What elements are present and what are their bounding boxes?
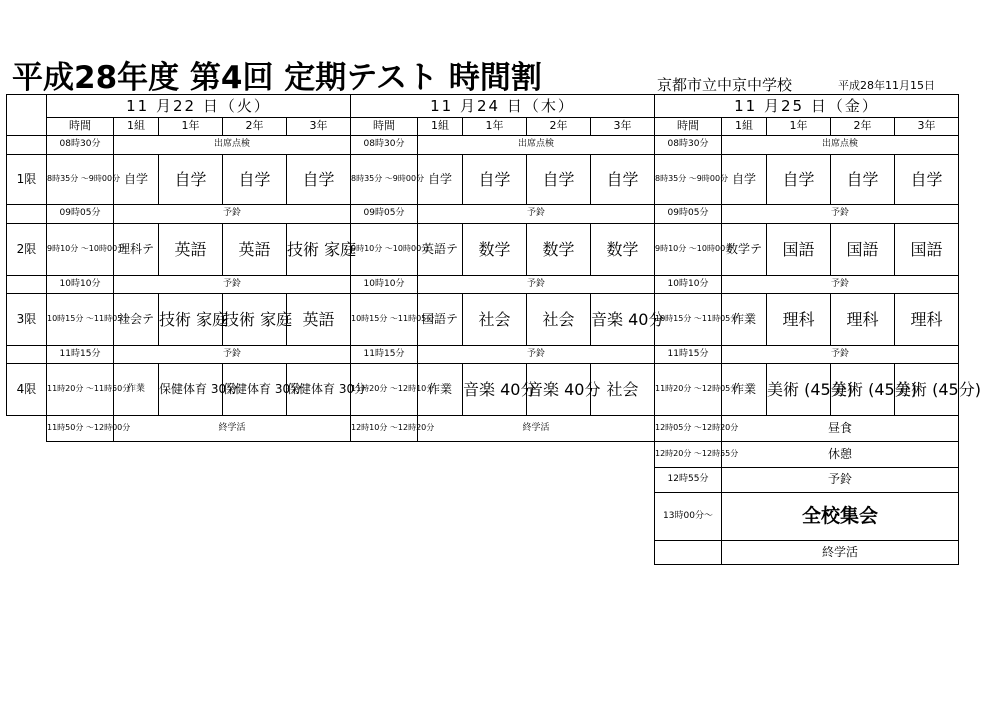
period-blank [7,205,47,224]
subject-cell: 国語 [767,224,831,276]
subject-cell: 英語 [159,224,223,276]
assembly-cell: 全校集会 [722,493,959,541]
col-year1: 1年 [159,118,223,136]
subject-cell: 自学 [722,155,767,205]
time-cell: 12時55分 [655,468,722,493]
subject-cell: 作業 [114,364,159,416]
time-cell: 9時10分 ～10時00分 [47,224,114,276]
lunch-cell: 昼食 [722,416,959,442]
time-cell: 08時30分 [47,136,114,155]
col-year3: 3年 [591,118,655,136]
time-cell: 10時15分 ～11時05分 [47,294,114,346]
col-kumi: 1組 [418,118,463,136]
col-year1: 1年 [463,118,527,136]
subject-cell: 保健体育 30分 [287,364,351,416]
col-year1: 1年 [767,118,831,136]
period-blank [7,136,47,155]
subject-cell: 音楽 40分 [527,364,591,416]
roll-call-cell: 出席点検 [722,136,959,155]
time-cell-blank [655,541,722,565]
break-cell: 休憩 [722,442,959,468]
subject-cell: 音楽 40分 [591,294,655,346]
time-cell: 11時50分 ～12時00分 [47,416,114,442]
subject-cell: 技術 家庭 [223,294,287,346]
subject-cell: 保健体育 30分 [159,364,223,416]
subject-cell: 作業 [722,294,767,346]
time-cell: 8時35分 ～9時00分 [655,155,722,205]
col-time: 時間 [351,118,418,136]
period-2-label: 2限 [7,224,47,276]
day-1-date: 11 月22 日（火） [47,95,351,118]
time-cell: 12時10分 ～12時20分 [351,416,418,442]
subject-cell: 技術 家庭 [159,294,223,346]
subject-cell: 音楽 40分 [463,364,527,416]
day-2-date: 11 月24 日（木） [351,95,655,118]
time-cell: 11時15分 [655,346,722,364]
bell-cell: 予鈴 [722,346,959,364]
col-kumi: 1組 [114,118,159,136]
schedule-day-2 [350,94,665,442]
subject-cell: 社会 [527,294,591,346]
subject-cell: 社会 [591,364,655,416]
time-cell: 10時10分 [351,276,418,294]
period-1-label: 1限 [7,155,47,205]
subject-cell: 自学 [831,155,895,205]
subject-cell: 理科 [767,294,831,346]
time-cell: 10時15分 ～11時05分 [655,294,722,346]
bell-cell: 予鈴 [418,346,655,364]
subject-cell: 社会 [463,294,527,346]
time-cell: 08時30分 [351,136,418,155]
time-cell: 9時10分 ～10時00分 [351,224,418,276]
time-cell: 13時00分～ [655,493,722,541]
period-blank [7,276,47,294]
subject-cell: 美術 (45分) [767,364,831,416]
time-cell: 8時35分 ～9時00分 [47,155,114,205]
time-cell: 08時30分 [655,136,722,155]
subject-cell: 美術 (45分) [895,364,959,416]
subject-cell: 自学 [418,155,463,205]
time-cell: 8時35分 ～9時00分 [351,155,418,205]
subject-cell: 自学 [591,155,655,205]
subject-cell: 数学 [591,224,655,276]
bell-cell: 予鈴 [722,205,959,224]
time-cell: 12時05分 ～12時20分 [655,416,722,442]
time-cell: 11時15分 [47,346,114,364]
subject-cell: 自学 [463,155,527,205]
subject-cell: 自学 [527,155,591,205]
time-cell: 09時05分 [47,205,114,224]
bell-cell: 予鈴 [114,346,351,364]
col-year3: 3年 [895,118,959,136]
col-year2: 2年 [831,118,895,136]
col-kumi: 1組 [722,118,767,136]
subject-cell: 国語 [831,224,895,276]
issue-date: 平成28年11月15日 [838,79,935,92]
col-time: 時間 [655,118,722,136]
page-title: 平成28年度 第4回 定期テスト 時間割 [12,60,542,96]
subject-cell: 技術 家庭 [287,224,351,276]
subject-cell: 理科テ [114,224,159,276]
time-cell: 10時10分 [47,276,114,294]
period-4-label: 4限 [7,364,47,416]
subject-cell: 数学 [527,224,591,276]
subject-cell: 自学 [223,155,287,205]
subject-cell: 社会テ [114,294,159,346]
bell-cell: 予鈴 [722,276,959,294]
roll-call-cell: 出席点検 [418,136,655,155]
col-time: 時間 [47,118,114,136]
time-cell: 11時20分 ～11時50分 [47,364,114,416]
bell-cell: 予鈴 [418,205,655,224]
subject-cell: 自学 [767,155,831,205]
time-cell: 09時05分 [655,205,722,224]
bell-cell: 予鈴 [114,205,351,224]
period-blank [7,416,47,442]
subject-cell: 国語 [895,224,959,276]
time-cell: 11時20分 ～12時10分 [351,364,418,416]
col-year2: 2年 [527,118,591,136]
time-cell: 10時10分 [655,276,722,294]
time-cell: 10時15分 ～11時05分 [351,294,418,346]
time-cell: 12時20分 ～12時55分 [655,442,722,468]
subject-cell: 自学 [895,155,959,205]
subject-cell: 理科 [831,294,895,346]
time-cell: 9時10分 ～10時00分 [655,224,722,276]
homeroom-cell: 終学活 [418,416,655,442]
homeroom-cell: 終学活 [114,416,351,442]
schedule-day-3 [654,94,981,565]
time-cell: 09時05分 [351,205,418,224]
period-3-label: 3限 [7,294,47,346]
roll-call-cell: 出席点検 [114,136,351,155]
subject-cell: 作業 [722,364,767,416]
day-3-date: 11 月25 日（金） [655,95,959,118]
homeroom-cell: 終学活 [722,541,959,565]
period-blank [7,346,47,364]
subject-cell: 英語 [287,294,351,346]
subject-cell: 数学テ [722,224,767,276]
bell-cell: 予鈴 [722,468,959,493]
subject-cell: 英語 [223,224,287,276]
col-year3: 3年 [287,118,351,136]
time-cell: 11時15分 [351,346,418,364]
bell-cell: 予鈴 [114,276,351,294]
subject-cell: 保健体育 30分 [223,364,287,416]
subject-cell: 作業 [418,364,463,416]
subject-cell: 自学 [287,155,351,205]
subject-cell: 理科 [895,294,959,346]
school-name: 京都市立中京中学校 [657,76,793,94]
subject-cell: 美術 (45分) [831,364,895,416]
bell-cell: 予鈴 [418,276,655,294]
subject-cell: 英語テ [418,224,463,276]
subject-cell: 数学 [463,224,527,276]
subject-cell: 自学 [114,155,159,205]
corner-cell [7,95,47,136]
col-year2: 2年 [223,118,287,136]
subject-cell: 自学 [159,155,223,205]
subject-cell: 国語テ [418,294,463,346]
schedule-day-1 [6,94,367,442]
time-cell: 11時20分 ～12時05分 [655,364,722,416]
